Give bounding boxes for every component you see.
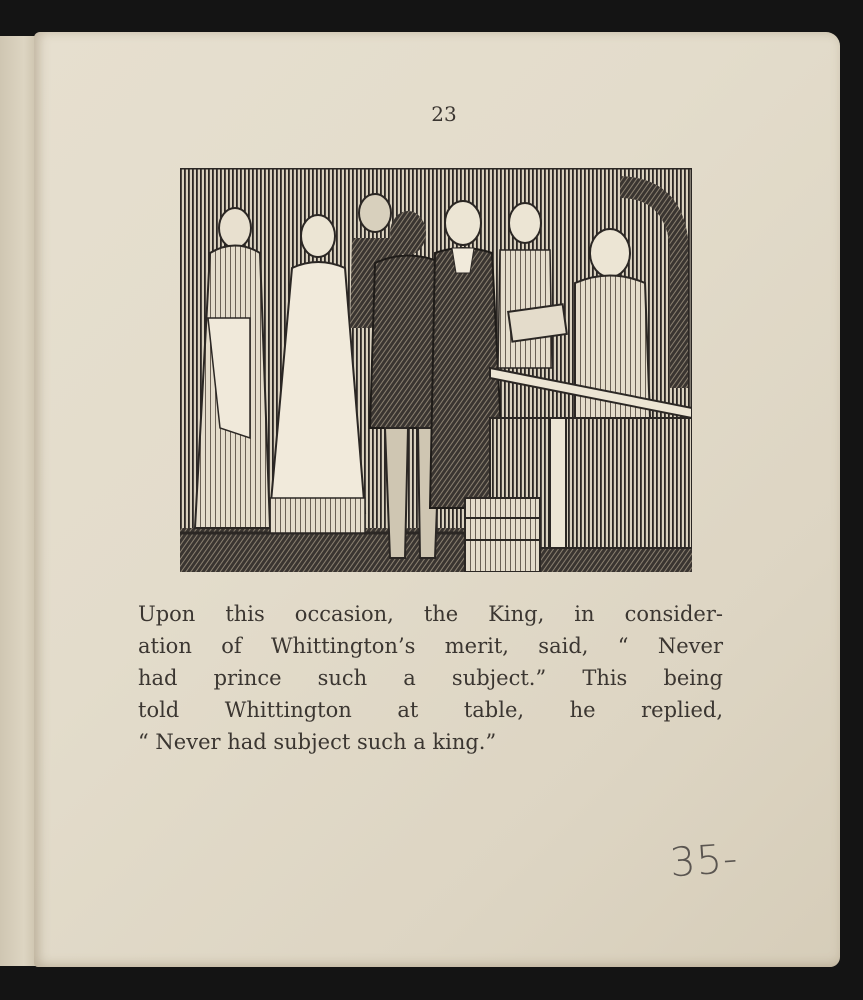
text-line: told Whittington at table, he replied, [138, 698, 723, 722]
text-line: “ Never had subject such a king.” [138, 730, 497, 754]
handwritten-page-note: 35- [668, 835, 740, 887]
text-line: Upon this occasion, the King, in consider- [138, 602, 723, 626]
text-line: ation of Whittington’s merit, said, “ Never [138, 634, 723, 658]
book-page [34, 32, 840, 967]
text-line: had prince such a subject.” This being [138, 666, 723, 690]
body-text [138, 598, 723, 758]
page-number: 23 [431, 102, 457, 126]
woodcut-illustration [180, 168, 692, 572]
